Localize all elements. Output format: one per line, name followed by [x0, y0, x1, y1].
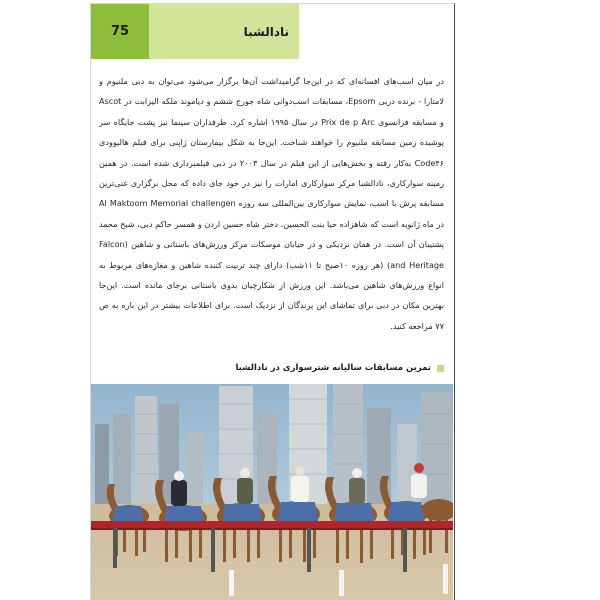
page-number: 75	[91, 4, 149, 59]
photo-caption	[99, 363, 444, 373]
caption-square-icon	[437, 365, 444, 372]
book-page	[90, 3, 455, 600]
camel-race-photo	[91, 384, 453, 600]
chapter-title: نادالشبا	[149, 4, 299, 59]
body-paragraph: در میان اسب‌های افسانه‌ای که در این‌جا گرامیداشت آن‌ها برگزار می‌شود می‌توان به دبی ملنیوم و لامتارا - برنده دربی Epsom، مسابقات اسب‌دوانی شاه جورج ششم و دیاموند ملکه الیزابت در Ascot و مسابقه فرانسوی Prix de p Arc در سال ۱۹۹۵ اشاره کرد. طرفداران سینما نیز پشت جایگاه سر پوشیده زمین مسابقه ملنیوم را خواهند شناخت. این‌جا به شکل بیمارستان ژاپنی برای فیلم هالیوودی Code۴۶ به‌کار رفته و بخش‌هایی از این فیلم در سال ۲۰۰۳ در دبی فیلمبرداری شده است. در همین زمینه سوارکاری، نادالشبا مرکز سوارکاری امارات را نیز در خود جای داده که محل برگزاری غنی‌ترین مسابقه پرش با اسب، نمایش سوارکاری بین‌المللی سه روزه Al Maktoom Memorial challengen در ماه ژانویه است که شاهزاده حیا بنت الحسین، دختر شاه حسین اردن و همسر حاکم دبی، شیخ محمد پشتیبان آن است. در همان نزدیکی و در خیابان موسکات مرکز ورزش‌های باستانی و شاهین (Falcon and Heritage) (هر روزه ۱۰صبح تا ۱۱شب) دارای چند تربیت کننده شاهین و مغازه‌های مربوط به انواع ورزش‌های شاهین می‌باشد. این ورزش از شکارچیان بدوی باستانی برجای مانده است. این‌جا بهترین مکان در دبی برای تماشای این پرندگان از نزدیک است. برای اطلاعات بیشتر در این باره به ص ۷۷ مراجعه کنید.	[99, 76, 444, 331]
camel-race-illustration	[91, 384, 453, 600]
page-header	[91, 4, 299, 59]
caption-text: تمرین مسابقات سالیانه شترسواری در نادالشبا	[235, 363, 431, 373]
